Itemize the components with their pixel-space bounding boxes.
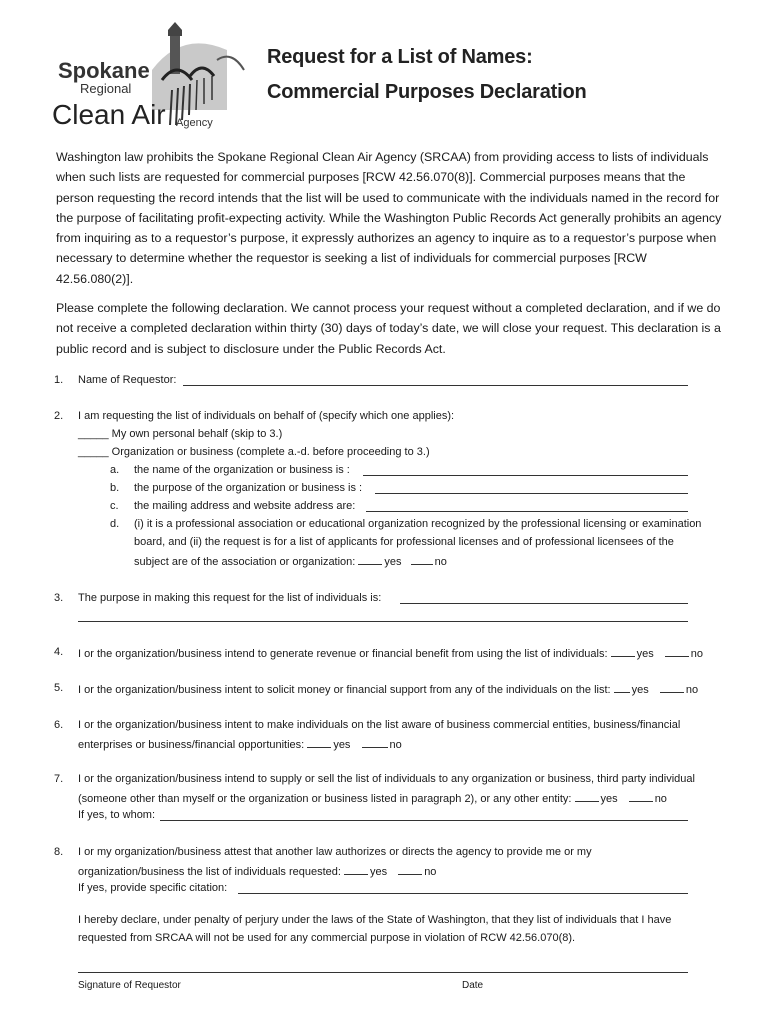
q6-line-2-text: enterprises or business/financial opportunities: bbox=[78, 739, 305, 751]
q8-yes-blank[interactable] bbox=[344, 863, 368, 875]
q2d-letter: d. bbox=[110, 518, 120, 530]
q2-personal-blank[interactable]: _____ bbox=[78, 428, 109, 440]
logo-clean-air: Clean Air bbox=[52, 99, 166, 130]
q2d-line-2: board, and (ii) the request is for a list of applicants for professional licenses and of professional licensees of the bbox=[134, 536, 674, 548]
q4-row bbox=[78, 645, 703, 661]
declaration-text: I hereby declare, under penalty of perjury under the laws of the State of Washington, that they list of individuals that I have requested from SRCAA will not be used for any commercial purpose in violation of RCW 42.56.070(8). bbox=[78, 914, 672, 944]
q6-no-label: no bbox=[389, 739, 402, 751]
q5-row bbox=[78, 681, 698, 697]
q7-line-2-text: (someone other than myself or the organization or business listed in paragraph 2), or any other entity: bbox=[78, 793, 572, 805]
purpose-field-line-2[interactable] bbox=[78, 621, 688, 622]
item-number-4: 4. bbox=[54, 646, 64, 658]
q5-yes-blank[interactable] bbox=[614, 681, 630, 693]
q6-line-1: I or the organization/business intent to make individuals on the list aware of business commercial entities, business/financial bbox=[78, 719, 681, 731]
item-number-1: 1. bbox=[54, 374, 64, 386]
q2d-no-label: no bbox=[434, 556, 447, 568]
citation-field[interactable] bbox=[238, 893, 688, 894]
item-number-7: 7. bbox=[54, 773, 64, 785]
q7-no-blank[interactable] bbox=[629, 790, 653, 802]
item-number-2: 2. bbox=[54, 410, 64, 422]
q8-line-2 bbox=[78, 863, 436, 879]
logo-spokane: Spokane bbox=[58, 58, 150, 83]
q2a-label: the name of the organization or business is : bbox=[134, 464, 350, 476]
q7-yes-label: yes bbox=[600, 793, 618, 805]
q4-label: I or the organization/business intend to generate revenue or financial benefit from using the list of individuals: bbox=[78, 648, 608, 660]
q8-line-2-text: organization/business the list of individuals requested: bbox=[78, 866, 341, 878]
item-number-5: 5. bbox=[54, 682, 64, 694]
q8-yes-label: yes bbox=[370, 866, 388, 878]
q2d-no-blank[interactable] bbox=[411, 553, 433, 565]
q7-yes-blank[interactable] bbox=[575, 790, 599, 802]
item-number-8: 8. bbox=[54, 846, 64, 858]
date-label: Date bbox=[462, 980, 484, 991]
intro-paragraph-2: Please complete the following declaration. We cannot process your request without a completed declaration, and if we do not receive a completed declaration within thirty (30) days of today’s date, we will close your request. This declaration is a public record and is subject to disclosure under the Public Records Act. bbox=[56, 301, 721, 356]
organization-name-field[interactable] bbox=[363, 475, 688, 476]
q2d-line-3 bbox=[134, 553, 447, 569]
q7-line-1: I or the organization/business intend to supply or sell the list of individuals to any organization or business, third party individual bbox=[78, 773, 695, 785]
q2-option-organization bbox=[78, 445, 430, 459]
intro-paragraph-1: Washington law prohibits the Spokane Regional Clean Air Agency (SRCAA) from providing access to lists of individuals when such lists are requested for commercial purposes [RCW 42.56.070(8)]. Commercial purposes means that the person requesting the record intends that the list will be used to communicate with the individuals named in the record for the purpose of facilitating profit-expecting activity. While the Washington Public Records Act generally prohibits an agency from inquiring as to a requestor’s purpose, it expressly authorizes an agency to inquire as to a requestor’s purpose when necessary to determine whether the requestor is seeking a list of individuals for commercial purposes [RCW 42.56.080(2)]. bbox=[56, 150, 722, 286]
mailing-address-field[interactable] bbox=[366, 511, 688, 512]
signature-label: Signature of Requestor bbox=[78, 980, 181, 991]
q8-line-1: I or my organization/business attest that another law authorizes or directs the agency to provide me or my bbox=[78, 846, 592, 858]
q2d-yes-label: yes bbox=[384, 556, 402, 568]
q8-no-blank[interactable] bbox=[398, 863, 422, 875]
q2c-label: the mailing address and website address are: bbox=[134, 500, 356, 512]
q2-option-personal bbox=[78, 427, 282, 441]
q5-yes-label: yes bbox=[631, 684, 649, 696]
title-line-2: Commercial Purposes Declaration bbox=[267, 81, 587, 103]
q6-yes-label: yes bbox=[333, 739, 351, 751]
q1-label: Name of Requestor: bbox=[78, 374, 177, 386]
q2b-label: the purpose of the organization or business is : bbox=[134, 482, 363, 494]
recipient-field[interactable] bbox=[160, 820, 688, 821]
q7-line-2 bbox=[78, 790, 667, 806]
q5-label: I or the organization/business intent to solicit money or financial support from any of the individuals on the list: bbox=[78, 684, 611, 696]
q2d-yes-blank[interactable] bbox=[358, 553, 382, 565]
requestor-name-field[interactable] bbox=[183, 385, 688, 386]
q6-line-2 bbox=[78, 736, 402, 752]
q5-no-label: no bbox=[685, 684, 699, 696]
q7-no-label: no bbox=[654, 793, 667, 805]
q3-label: The purpose in making this request for the list of individuals is: bbox=[78, 592, 382, 604]
q6-yes-blank[interactable] bbox=[307, 736, 331, 748]
q4-no-label: no bbox=[690, 648, 704, 660]
signature-line[interactable] bbox=[78, 972, 688, 973]
logo-agency: Agency bbox=[176, 117, 213, 129]
purpose-field-line-1[interactable] bbox=[400, 603, 688, 604]
q2b-letter: b. bbox=[110, 482, 120, 494]
q2d-line-3-text: subject are of the association or organization: bbox=[134, 556, 356, 568]
q2-personal-label: My own personal behalf (skip to 3.) bbox=[111, 428, 283, 440]
item-number-3: 3. bbox=[54, 592, 64, 604]
srcaa-logo bbox=[52, 20, 262, 132]
q5-no-blank[interactable] bbox=[660, 681, 684, 693]
q4-yes-blank[interactable] bbox=[611, 645, 635, 657]
q8-line-3: If yes, provide specific citation: bbox=[78, 882, 228, 894]
q2-label: I am requesting the list of individuals on behalf of (specify which one applies): bbox=[78, 410, 455, 422]
item-number-6: 6. bbox=[54, 719, 64, 731]
q6-no-blank[interactable] bbox=[362, 736, 388, 748]
logo-regional: Regional bbox=[80, 81, 132, 96]
q4-no-blank[interactable] bbox=[665, 645, 689, 657]
q4-yes-label: yes bbox=[636, 648, 654, 660]
q7-line-3: If yes, to whom: bbox=[78, 809, 156, 821]
q2-organization-blank[interactable]: _____ bbox=[78, 446, 109, 458]
q2d-line-1: (i) it is a professional association or educational organization recognized by the professional licensing or examination bbox=[134, 518, 702, 530]
q2a-letter: a. bbox=[110, 464, 120, 476]
title-line-1: Request for a List of Names: bbox=[267, 46, 533, 68]
q2c-letter: c. bbox=[110, 500, 119, 512]
organization-purpose-field[interactable] bbox=[375, 493, 688, 494]
q8-no-label: no bbox=[424, 866, 437, 878]
q2-organization-label: Organization or business (complete a.-d. before proceeding to 3.) bbox=[111, 446, 430, 458]
